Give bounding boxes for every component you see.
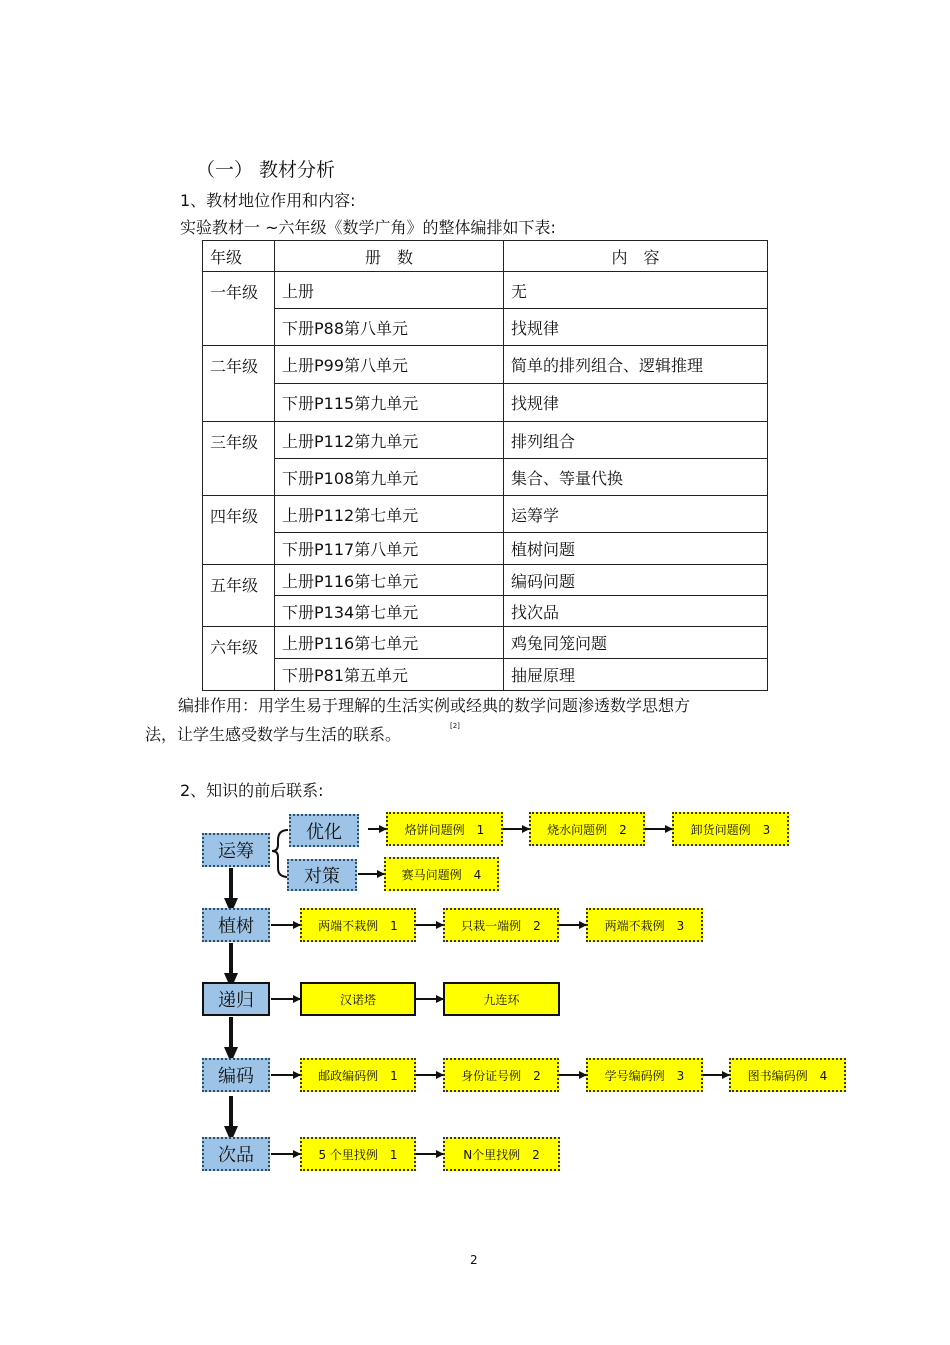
category-defective-items: 次品 [202, 1137, 270, 1171]
category-operations-research: 运筹 [202, 833, 270, 867]
content-cell: 排列组合 [504, 422, 768, 459]
topic-box: 学号编码例 3 [586, 1058, 703, 1092]
grade-cell: 三年级 [203, 422, 275, 496]
subcategory-strategy: 对策 [287, 859, 357, 891]
topic-box: 汉诺塔 [300, 982, 416, 1016]
header-book: 册 数 [275, 241, 504, 272]
topic-box: 身份证号例 2 [443, 1058, 559, 1092]
topic-box: 5 个里找例 1 [300, 1137, 416, 1171]
content-cell: 无 [504, 272, 768, 309]
content-cell: 运筹学 [504, 496, 768, 533]
book-cell: 下册P81第五单元 [275, 659, 504, 691]
topic-box: 烧水问题例 2 [529, 812, 645, 846]
book-cell: 上册 [275, 272, 504, 309]
page-number: 2 [470, 1253, 478, 1267]
grade-cell: 二年级 [203, 346, 275, 422]
content-cell: 找规律 [504, 384, 768, 422]
subcategory-optimization: 优化 [289, 814, 359, 847]
topic-box: 卸货问题例 3 [672, 812, 789, 846]
intro-text: 实验教材一 ~六年级《数学广角》的整体编排如下表: [180, 218, 556, 237]
topic-box: 两端不栽例 3 [586, 908, 703, 942]
content-cell: 集合、等量代换 [504, 459, 768, 496]
subsection-1-title: 1、教材地位作用和内容: [180, 191, 356, 210]
category-tree-planting: 植树 [202, 908, 270, 942]
book-cell: 下册P115第九单元 [275, 384, 504, 422]
topic-box: 赛马问题例 4 [384, 857, 499, 891]
content-cell: 植树问题 [504, 533, 768, 565]
subsection-2-title: 2、知识的前后联系: [180, 781, 324, 800]
topic-box: 邮政编码例 1 [300, 1058, 416, 1092]
content-cell: 编码问题 [504, 565, 768, 596]
reference-mark: [2] [450, 722, 460, 730]
effect-text-line1: 编排作用：用学生易于理解的生活实例或经典的数学问题渗透数学思想方 [178, 696, 691, 715]
topic-box: 两端不栽例 1 [300, 908, 416, 942]
book-cell: 下册P88第八单元 [275, 309, 504, 346]
grade-cell: 五年级 [203, 565, 275, 627]
grade-cell: 一年级 [203, 272, 275, 346]
brace-connector [272, 830, 288, 877]
header-content: 内 容 [504, 241, 768, 272]
content-cell: 找次品 [504, 596, 768, 627]
book-cell: 上册P112第九单元 [275, 422, 504, 459]
topic-box: N个里找例 2 [443, 1137, 560, 1171]
grade-cell: 四年级 [203, 496, 275, 565]
content-cell: 抽屉原理 [504, 659, 768, 691]
grade-cell: 六年级 [203, 627, 275, 691]
category-encoding: 编码 [202, 1058, 270, 1092]
section-heading: （一） 教材分析 [196, 159, 336, 181]
content-cell: 简单的排列组合、逻辑推理 [504, 346, 768, 384]
content-cell: 鸡兔同笼问题 [504, 627, 768, 659]
topic-box: 只栽一端例 2 [443, 908, 559, 942]
category-recursion: 递归 [202, 982, 270, 1016]
book-cell: 上册P116第七单元 [275, 565, 504, 596]
book-cell: 下册P117第八单元 [275, 533, 504, 565]
book-cell: 上册P116第七单元 [275, 627, 504, 659]
topic-box: 烙饼问题例 1 [386, 812, 503, 846]
content-cell: 找规律 [504, 309, 768, 346]
book-cell: 下册P134第七单元 [275, 596, 504, 627]
book-cell: 上册P112第七单元 [275, 496, 504, 533]
topic-box: 图书编码例 4 [729, 1058, 846, 1092]
book-cell: 上册P99第八单元 [275, 346, 504, 384]
effect-text-line2: 法，让学生感受数学与生活的联系。 [145, 725, 402, 744]
book-cell: 下册P108第九单元 [275, 459, 504, 496]
header-grade: 年级 [203, 241, 275, 272]
topic-box: 九连环 [443, 982, 560, 1016]
